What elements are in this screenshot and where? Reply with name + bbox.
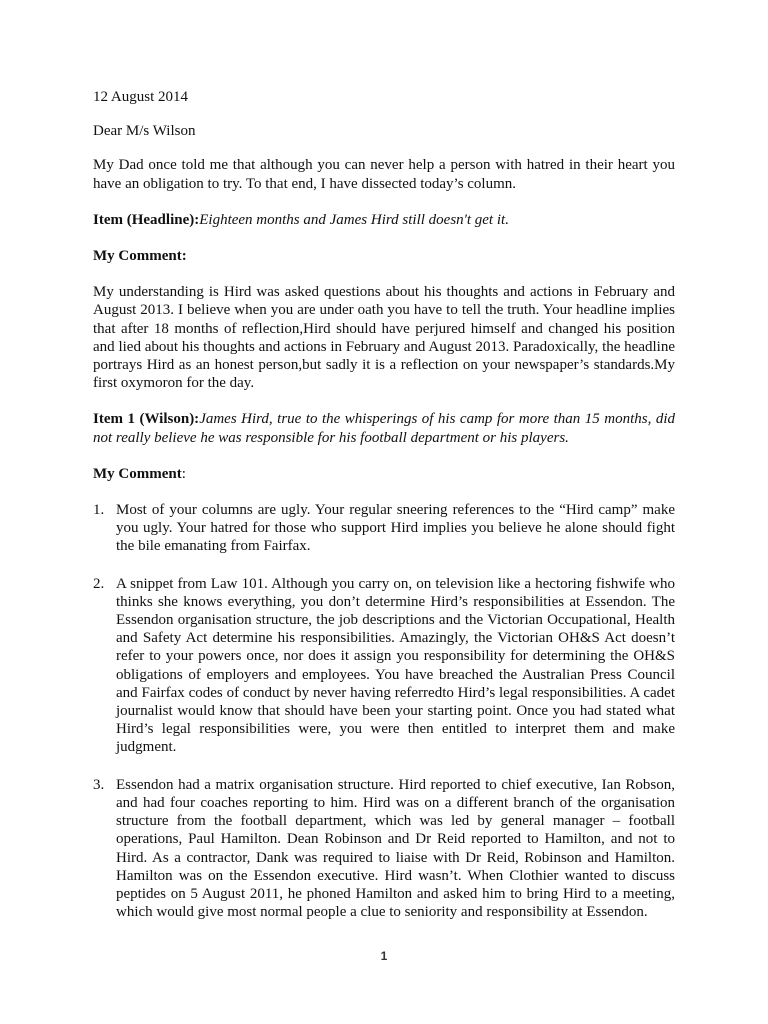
salutation: Dear M/s Wilson (93, 123, 196, 140)
comment-list (93, 501, 675, 921)
item-1 (93, 410, 675, 446)
intro-paragraph: My Dad once told me that although you can never help a person with hatred in their heart you have an obligation to try. To that end, I have dissected today’s column. (93, 157, 675, 192)
page-number: 1 (380, 949, 388, 963)
list-item (93, 776, 675, 922)
headline-item-quote: Eighteen months and James Hird still doesn't get it. (199, 211, 509, 228)
list-item (93, 501, 675, 556)
comment-heading-2 (93, 465, 675, 483)
item-1-label: Item 1 (Wilson): (93, 411, 200, 428)
list-item-text: Most of your columns are ugly. Your regular sneering references to the “Hird camp” make you ugly. Your hatred for those who support Hird implies you believe he alone should fight the bile emanating from Fairfax. (116, 502, 675, 555)
list-item-number: 1. (93, 502, 105, 519)
list-item-number: 2. (93, 575, 105, 592)
letter-body (93, 88, 675, 940)
list-item-number: 3. (93, 776, 105, 793)
headline-item (93, 211, 675, 229)
list-item (93, 575, 675, 757)
list-item-text: Essendon had a matrix organisation structure. Hird reported to chief executive, Ian Robson, and had four coaches reporting to him. Hird was on a different branch of the organisation structure from the football department, which was led by general manager – football operations, Paul Hamilton. Dean Robinson and Dr Reid reported to Hamilton, and not to Hird. As a contractor, Dank was required to liaise with Dr Reid, Robinson and Hamilton. Hamilton was on the Essendon executive. Hird wasn’t. When Clothier wanted to discuss peptides on 5 August 2011, he phoned Hamilton and asked him to bring Hird to a meeting, which would give most normal people a clue to seniority and responsibility at Essendon. (116, 776, 675, 921)
comment-paragraph-1: My understanding is Hird was asked questions about his thoughts and actions in February and August 2013. I believe when you are under oath you have to tell the truth. Your headline implies that after 18 months of reflection,Hird should have perjured himself and changed his position and lied about his thoughts and actions in February and August 2013. Paradoxically, the headline portrays Hird as an honest person,but sadly it is a reflection on your newspaper’s standards.My first oxymoron for the day. (93, 284, 675, 392)
letter-date: 12 August 2014 (93, 89, 189, 105)
item-1-quote: James Hird, true to the whisperings of his camp for more than 15 months, did not really believe he was responsible for his football department or his players. (93, 411, 675, 446)
comment-heading-1: My Comment: (93, 248, 187, 265)
list-item-text: A snippet from Law 101. Although you carry on, on television like a hectoring fishwife who thinks she knows everything, you don’t determine Hird’s responsibilities at Essendon. The Essendon organisation structure, the job descriptions and the Victorian Occupational, Health and Safety Act determine his responsibilities. Amazingly, the Victorian OH&S Act doesn’t refer to your powers once, nor does it assign you responsibility for determining the OH&S obligations of employers and employees. You have breached the Australian Press Council and Fairfax codes of conduct by never having referredto Hird’s legal responsibilities. A cadet journalist would know that should have been your starting point. Once you had stated what Hird’s legal responsibilities were, you were then entitled to interpret them and make judgment. (116, 575, 675, 756)
comment-heading-2-colon: : (181, 465, 186, 482)
headline-item-label: Item (Headline): (93, 211, 200, 228)
comment-heading-2-text: My Comment (93, 465, 182, 482)
